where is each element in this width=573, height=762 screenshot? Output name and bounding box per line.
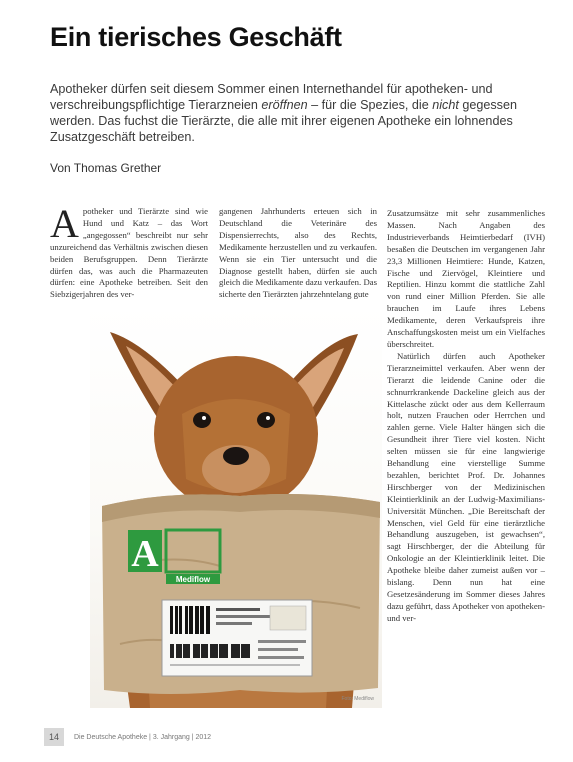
lead-part-1: Apotheker dürfen seit diesem Sommer einen Internethandel für apotheken- und verschreibungspflichtige Tierarzneien [50,82,493,112]
label-logo [270,606,306,630]
lead-emphasis-1: eröffnen [261,98,308,112]
byline: Von Thomas Grether [50,161,162,175]
dog-nose [223,447,249,465]
body-text-column-2: gangenen Jahrhunderts erteuen sich in Deutschland die Veterinäre des Dispensierrechts, also des Rechts, Medikamente herzustellen und zu verkaufen. Wenn sie ein Tier untersucht und die Diagnose gestellt haben, dürfen sie auch gleich die Medikamente dazu verkaufen. Das sicherte den Tierärzten jahrzehntelang gute [219,206,377,300]
body-column-2 [219,206,377,301]
dog-photo [90,304,382,708]
headline: Ein tierisches Geschäft [50,22,342,52]
lead-emphasis-2: nicht [432,98,459,112]
footer-publication: Die Deutsche Apotheke | 3. Jahrgang | 2012 [73,733,212,741]
photo-credit: Foto: Mediflow [341,696,374,702]
body-text-column-1: potheker und Tierärzte sind wie Hund und Katz – das Wort „angegossen“ beschreibt nur sehr unzureichend das Verhältnis zwischen diesen beiden Berufsgruppen. Denn Tierärzte dürfen das, was auch die Pharmazeuten dürfen: eine Apotheke betreiben. Seit den Siebzigerjahren des ver- [50,206,208,300]
body-column-3 [387,208,545,625]
page-footer [44,728,544,750]
lead-part-3: gegessen werden. Das fuchst die Tierärzte, die alle mit ihrer eigenen Apotheke ein lohnendes Zusatzgeschäft betreiben. [50,98,517,144]
dog-left-eye [193,412,211,428]
drop-cap: A [50,201,79,246]
dog-right-eye [257,412,275,428]
dog-illustration [90,304,382,708]
svg-text:A: A [131,533,159,575]
body-column-1 [50,201,208,301]
package-brand-text: Mediflow [175,575,211,584]
lead-paragraph [50,81,530,145]
lead-part-2: – für die Spezies, die [307,98,433,112]
body-text-column-3-para-2: Natürlich dürfen auch Apotheker Tierarzneimittel verkaufen. Aber wenn der Tierarzt die leidende Canine oder die schnurrkrankende Dackeline gleich aus der Kittelasche zückt oder aus dem Kellerraum holt, nutzen Frauchen oder Herrchen und zahlen gerne. Viele Halter hängen sich die Gesundheit ihrer Tiere viel kosten. Nicht selten müssen sie für eine langwierige Behandlung eine vierstellige Summe bezahlen, berichtet Prof. Dr. Johannes Hirschberger von der Medizinischen Kleintierklinik an der Ludwig-Maximilians-Universität München. „Die Bereitschaft der Menschen, viel Geld für eine tierärztliche Behandlung auszugeben, ist gewachsen“, sagt Hirschberger, der die Abteilung für Onkologie an der Kleintierklinik leitet. Die Apotheke bleibe daher zumeist außen vor – bislang. Denn nun hat eine Gesetzesänderung im Sommer dieses Jahres dazu geführt, dass Apotheker von apotheken- und ver- [387,350,545,623]
body-text-column-3-para-1: Zusatzumsätze mit sehr zusammenliches Massen. Nach Angaben des Industrieverbands Heimtierbedarf (IVH) besaßen die Deutschen im vergangenen Jahr 23,3 Millionen Heimtiere: Hunde, Katzen, Fische und Ziervögel, Kleintiere und Reptilien. Hinzu kommt die stattliche Zahl von rund einer Million Pferden. Sie alle brauchen im Laufe ihres Lebens Medikamente, deren Verkaufspreis ihre Anschaffungskosten meist um ein Vielfaches überschreitet. [387,208,545,349]
page-number: 14 [44,728,64,746]
